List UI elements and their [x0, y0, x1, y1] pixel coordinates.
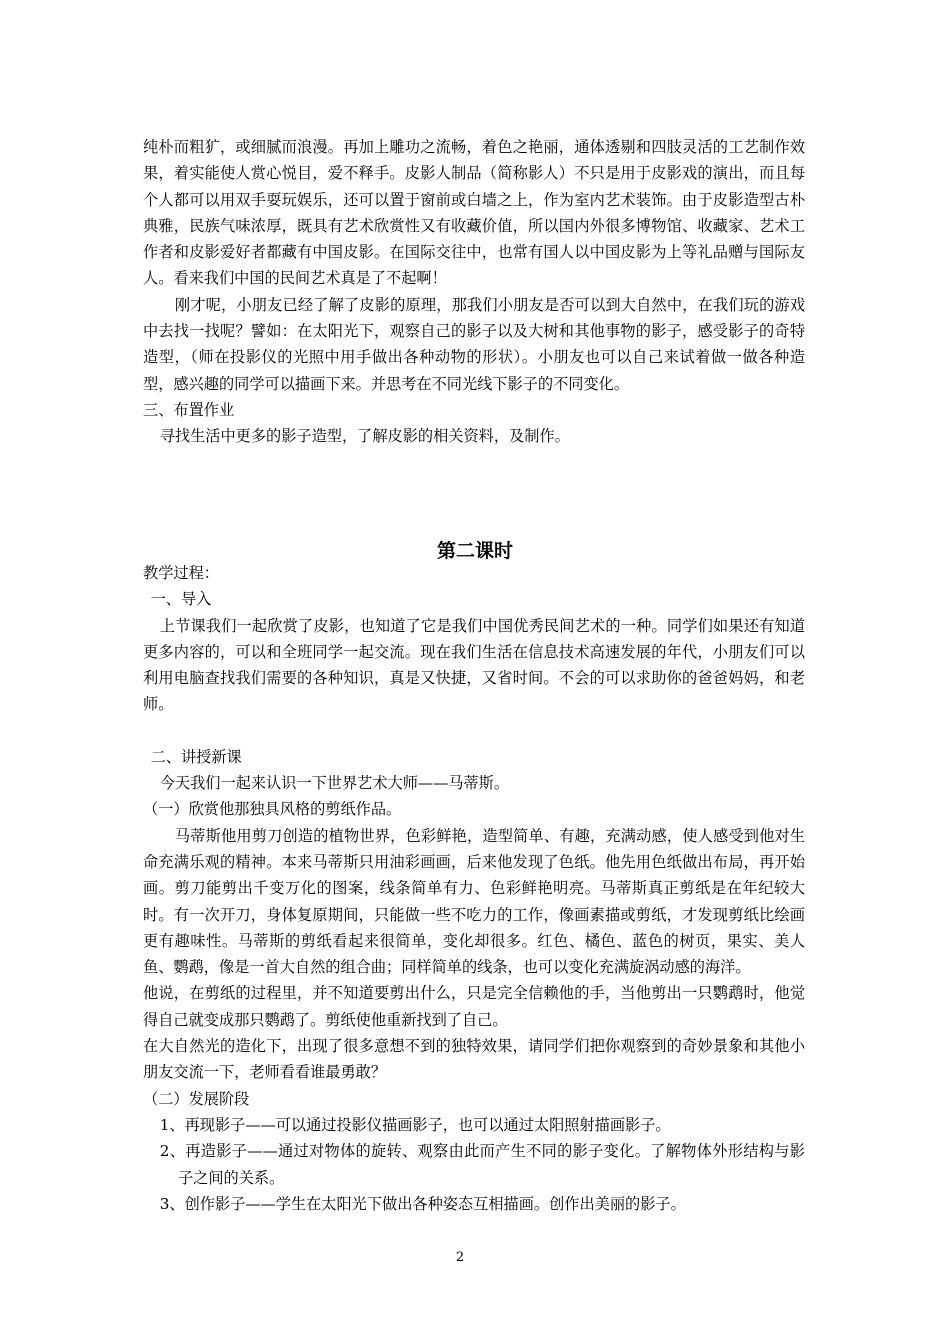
paragraph-continuation: 纯朴而粗犷，或细腻而浪漫。再加上雕功之流畅，着色之艳丽，通体透剔和四肢灵活的工艺制作效果，着实能使人赏心悦目，爱不释手。皮影人制品（简称影人）不只是用于皮影戏的演出，而且每个人都可以用双手耍玩娱乐，还可以置于窗前或白墙之上，作为室内艺术装饰。由于皮影造型古朴典雅，民族气味浓厚，既具有艺术欣赏性又有收藏价值，所以国内外很多博物馆、收藏家、艺术工作者和皮影爱好者都藏有中国皮影。在国际交往中，也常有国人以中国皮影为上等礼品赠与国际友人。看来我们中国的民间艺术真是了不起啊！: [143, 138, 805, 288]
section-one-text: [143, 134, 805, 450]
nature-text: 在大自然光的造化下，出现了很多意想不到的独特效果，请同学们把你观察到的奇妙景象和其他小朋友交流一下，老师看看谁最勇敢？: [143, 1037, 805, 1082]
matisse-text: 马蒂斯他用剪刀创造的植物世界，色彩鲜艳，造型简单、有趣，充满动感，使人感受到他对生命充满乐观的精神。本来马蒂斯只用油彩画画，后来他发现了色纸。他先用色纸做出布局，再开始画。剪刀能剪出千变万化的图案，线条简单有力、色彩鲜艳明亮。马蒂斯真正剪纸是在年纪较大时。有一次开刀，身体复原期间，只能做一些不吃力的工作，像画素描或剪纸，才发现剪纸比绘画更有趣味性。马蒂斯的剪纸看起来很简单，变化却很多。红色、橘色、蓝色的树页，果实、美人鱼、鹦鹉，像是一首大自然的组合曲；同样简单的线条，也可以变化充满旋涡动感的海洋。: [143, 826, 805, 977]
lesson-title: 第二课时: [436, 540, 513, 562]
page-number: 2: [455, 1250, 465, 1265]
stage-item: 1、再现影子——可以通过投影仪描画影子，也可以通过太阳照射描画影子。: [159, 1115, 671, 1134]
stage-item: 2、再造影子——通过对物体的旋转、观察由此而产生不同的影子变化。了解物体外形结构与影子之间的关系。: [159, 1142, 805, 1187]
sub2-heading: （二）发展阶段: [143, 1089, 250, 1108]
paragraph-shadow: 刚才呢，小朋友已经了解了皮影的原理，那我们小朋友是否可以到大自然中，在我们玩的游戏中去找一找呢？譬如：在太阳光下，观察自己的影子以及大树和其他事物的影子，感受影子的奇特造型，（师在投影仪的光照中用手做出各种动物的形状）。小朋友也可以自己来试着做一做各种造型，感兴趣的同学可以描画下来。并思考在不同光线下影子的不同变化。: [143, 295, 805, 393]
quote-text: 他说，在剪纸的过程里，并不知道要剪出什么，只是完全信赖他的手，当他剪出一只鹦鹉时，他觉得自己就变成那只鹦鹉了。剪纸使他重新找到了自己。: [143, 984, 805, 1029]
process-label: 教学过程：: [143, 564, 219, 582]
intro-heading: 一、导入: [150, 590, 212, 609]
intro-text: 上节课我们一起欣赏了皮影，也知道了它是我们中国优秀民间艺术的一种。同学们如果还有知道更多内容的，可以和全班同学一起交流。现在我们生活在信息技术高速发展的年代，小朋友们可以利用电脑查找我们需要的各种知识，真是又快捷，又省时间。不会的可以求助你的爸爸妈妈，和老师。: [143, 616, 805, 714]
blank-line: [143, 718, 805, 744]
stage-item: 3、创作影子——学生在太阳光下做出各种姿态互相描画。创作出美丽的影子。: [159, 1194, 686, 1213]
new-lesson-intro: 今天我们一起来认识一下世界艺术大师——马蒂斯。: [159, 774, 510, 793]
new-lesson-heading: 二、讲授新课: [150, 747, 242, 766]
homework-text: 寻找生活中更多的影子造型，了解皮影的相关资料，及制作。: [159, 427, 570, 446]
sub1-heading: （一）欣赏他那独具风格的剪纸作品。: [143, 800, 402, 819]
homework-heading: 三、布置作业: [143, 400, 235, 419]
lesson-two-text: [143, 560, 805, 1217]
